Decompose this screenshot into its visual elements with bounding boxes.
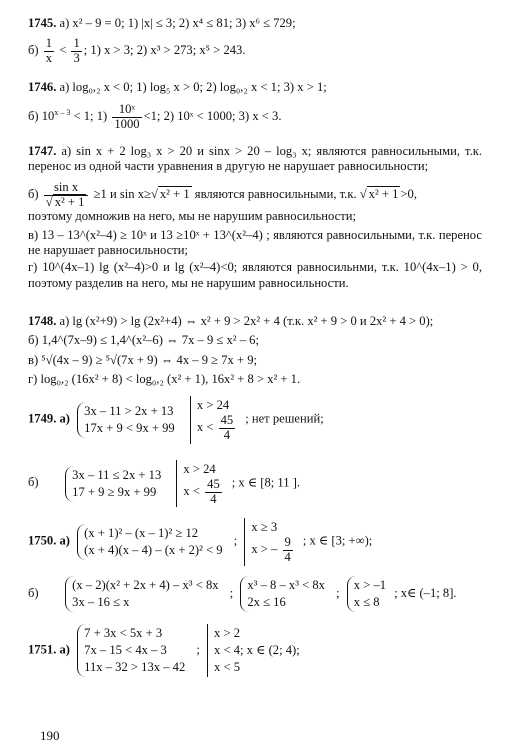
- equation-system: 7 + 3x < 5x + 3 7x – 15 < 4x – 3 11x – 32 > 13x – 42: [77, 624, 189, 677]
- page-number: 190: [40, 728, 60, 743]
- explanation-continued: поэтому домножив на него, мы не нарушим равносильности;: [28, 209, 356, 224]
- inequality-end: >0,: [400, 186, 418, 201]
- problem-part-a: а) x² – 9 = 0; 1) |x| ≤ 3; 2) x⁴ ≤ 81; 3) x⁶ ≤ 729;: [59, 16, 296, 30]
- problem-part-c: в) 13 – 13^(x²–4) ≥ 10ˣ и 13 ≥10ˣ + 13^(x²–4) ; являются равносильными, т.к. перенос не нарушает равносильности;: [28, 227, 482, 258]
- problem-1751: 1751. а) 7 + 3x < 5x + 3 7x – 15 < 4x – 3 11x – 32 > 13x – 42 ; x > 2 x < 4; x ∈ (2; 4); x < 5: [28, 624, 482, 677]
- inequality-text: ≥1 и sin x≥: [93, 186, 151, 201]
- equation-system: 3x – 11 ≤ 2x + 13 17 + 9 ≥ 9x + 99: [65, 466, 165, 502]
- operator: <: [59, 43, 67, 58]
- result-text: ; x∈ (–1; 8].: [394, 585, 457, 600]
- root: x² + 1: [368, 186, 399, 201]
- fraction: $\frac{1}{x}$: [45, 36, 53, 66]
- part-label: б): [28, 475, 39, 490]
- part-label: а): [59, 642, 70, 657]
- result-system: x > 2 x < 4; x ∈ (2; 4); x < 5: [207, 624, 304, 677]
- problem-1748: [28, 314, 482, 387]
- problem-number: 1751.: [28, 642, 57, 657]
- problem-1746: [28, 80, 482, 132]
- fraction: $\frac{\text{10ˣ}}{1000}$: [114, 102, 140, 132]
- problem-part-c: в) ⁵√(4x – 9) ≥ ⁵√(7x + 9) ⇔ 4x – 9 ≥ 7x + 9;: [28, 352, 258, 367]
- problem-part-b-tail: <1; 2) 10ˣ < 1000; 3) x < 3.: [143, 109, 282, 124]
- result-text: ; x ∈ [3; +∞);: [302, 533, 373, 548]
- result-system: x > 24 x < $\frac{45}{4}$: [176, 460, 227, 508]
- part-label: б): [28, 585, 39, 600]
- equation-system: (x – 2)(x² + 2x + 4) – x³ < 8x 3x – 16 ≤ x: [65, 576, 222, 612]
- problem-1747: 1747. а) sin x + 2 log₃ x > 20 и sinx > 20 – log₃ x; являются равносильными, т.к. перенос из одной части уравнения в другую не нарушает равносильности; б) $\frac{\text{sin x}}{\text{√ x² + 1}}$ ≥1 и sin x≥√ x² + 1 являются равносильными, т.к. √ x² + 1 >0, поэтому домножив на него, мы не нарушим равносильности; в) 13 – 13^(x²–4) ≥ 10ˣ и 13 ≥10ˣ + 13^(x²–4) ; являются равносильными, т.к. перенос не нарушает равносильности; г) 10^(4x–1) lg (x²–4)>0 и lg (x²–4)<0; являются равносильнми, т.к. 10^(4x–1) > 0, поэтому разделив на него, мы не нарушим равносильности.: [28, 144, 482, 290]
- problem-number: 1748.: [28, 314, 57, 328]
- part-label: б) 10: [28, 109, 55, 124]
- equation-system: (x + 1)² – (x – 1)² ≥ 12 (x + 4)(x – 4) – (x + 2)² < 9: [77, 524, 226, 560]
- problem-number: 1747.: [28, 144, 57, 158]
- fraction: $\frac{1}{3}$: [73, 36, 80, 66]
- problem-number: 1746.: [28, 80, 57, 94]
- problem-part-d: г) log₀,₂ (16x² + 8) < log₀,₂ (x² + 1), 16x² + 8 > x² + 1.: [28, 372, 301, 387]
- problem-1745: [28, 16, 482, 66]
- inequality-text: < 1; 1): [73, 109, 108, 124]
- problem-1750: 1750. а) (x + 1)² – (x – 1)² ≥ 12 (x + 4)(x – 4) – (x + 2)² < 9 ; x ≥ 3 x > – $\frac{9}{4}$ ; x ∈ [3; +∞); б) (x – 2)(x² + 2x + 4) – x³ < 8x 3x – 16 ≤ x ; x³ – 8 – x³ < 8x 2x ≤ 16 ; x > –1 x ≤ 8 ; x∈ (–1; 8].: [28, 518, 482, 612]
- problem-number: 1749.: [28, 411, 57, 426]
- problem-part-b-tail: ; 1) x > 3; 2) x³ > 273; x⁵ > 243.: [83, 43, 246, 58]
- result-system: x > 24 x < $\frac{45}{4}$: [190, 396, 241, 444]
- problem-part-a: а) lg (x²+9) > lg (2x²+4) ⇔ x² + 9 > 2x² + 4 (т.к. x² + 9 > 0 и 2x² + 4 > 0);: [59, 314, 434, 328]
- part-label: а): [59, 533, 70, 548]
- result-text: ; x ∈ [8; 11 ].: [231, 475, 301, 490]
- problem-part-d: г) 10^(4x–1) lg (x²–4)>0 и lg (x²–4)<0; являются равносильнми, т.к. 10^(4x–1) > 0, поэтому разделив на него, мы не нарушим равносильности.: [28, 260, 482, 290]
- equation-system: 3x – 11 > 2x + 13 17x + 9 < 9x + 99: [77, 402, 179, 438]
- problem-part-a: а) log₀,₂ x < 0; 1) log₅ x > 0; 2) log₀,₂ x < 1; 3) x > 1;: [59, 80, 327, 94]
- result-system: x³ – 8 – x³ < 8x 2x ≤ 16: [240, 576, 329, 612]
- fraction: $\frac{\text{sin x}}{\text{√ x² + 1}}$: [44, 181, 89, 210]
- root: x² + 1: [159, 186, 190, 201]
- explanation: являются равносильными, т.к.: [194, 186, 357, 201]
- part-label: б): [28, 43, 39, 58]
- part-label: б): [28, 186, 39, 201]
- problem-number: 1745.: [28, 16, 57, 30]
- problem-1749: [28, 396, 482, 507]
- exponent: x – 3: [54, 108, 71, 118]
- problem-part-b: б) 1,4^(7x–9) ≤ 1,4^(x²–6) ⇔ 7x – 9 ≤ x² – 6;: [28, 333, 259, 348]
- problem-number: 1750.: [28, 533, 57, 548]
- result-system: x ≥ 3 x > – $\frac{9}{4}$: [244, 518, 298, 566]
- result-system-final: x > –1 x ≤ 8: [347, 576, 390, 612]
- problem-part-a: а) sin x + 2 log₃ x > 20 и sinx > 20 – log₃ x; являются равносильными, т.к. перенос из одной части уравнения в другую не нарушает равносильности;: [28, 144, 482, 174]
- part-label: а): [59, 411, 70, 426]
- result-text: ; нет решений;: [245, 411, 324, 426]
